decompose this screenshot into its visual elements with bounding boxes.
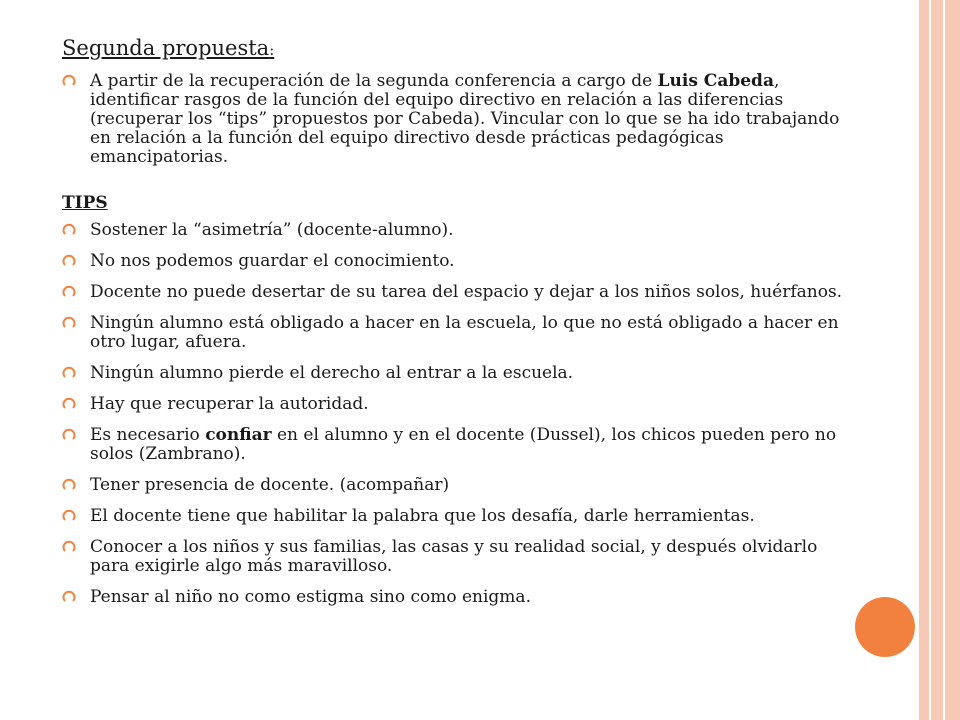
intro-text-1: A partir de la recuperación de la segunda conferencia a cargo de	[90, 71, 658, 91]
tip-text: Pensar al niño no como estigma sino como enigma.	[90, 587, 531, 607]
tip-text: Sostener la “asimetría” (docente-alumno).	[90, 220, 454, 240]
list-item	[62, 221, 852, 240]
orange-circle-icon	[855, 597, 915, 657]
tip-text: Es necesario	[90, 425, 206, 445]
slide-content	[62, 36, 852, 619]
open-circle-bullet-icon	[62, 254, 76, 268]
open-circle-bullet-icon	[62, 540, 76, 554]
open-circle-bullet-icon	[62, 428, 76, 442]
intro-list	[62, 72, 852, 167]
list-item	[62, 364, 852, 383]
tip-text: en el alumno y en el docente (Dussel), los chicos pueden pero no solos (Zambrano).	[90, 425, 837, 464]
tip-text: Docente no puede desertar de su tarea del espacio y dejar a los niños solos, huérfanos.	[90, 282, 843, 302]
list-item	[62, 588, 852, 607]
tips-list	[62, 221, 852, 607]
right-band-stripe	[929, 0, 931, 720]
tip-bold-word: confiar	[205, 425, 272, 445]
open-circle-bullet-icon	[62, 478, 76, 492]
intro-text-2: , identificar rasgos de la función del equipo directivo en relación a las diferencias (recuperar los “tips” propuestos por Cabeda). Vincular con lo que se ha ido trabajando en relación a la función del equipo directivo desde prácticas pedagógicas emancipatorias.	[90, 71, 840, 167]
tips-heading: TIPS	[62, 193, 108, 213]
list-item	[62, 538, 852, 576]
tip-text: No nos podemos guardar el conocimiento.	[90, 251, 455, 271]
right-decorative-band	[919, 0, 960, 720]
slide-title	[62, 36, 852, 60]
open-circle-bullet-icon	[62, 74, 76, 88]
tip-text: Tener presencia de docente. (acompañar)	[90, 475, 450, 495]
list-item	[62, 395, 852, 414]
tip-text: Hay que recuperar la autoridad.	[90, 394, 369, 414]
tip-text: Ningún alumno pierde el derecho al entrar a la escuela.	[90, 363, 574, 383]
intro-item	[62, 72, 852, 167]
list-item	[62, 252, 852, 271]
open-circle-bullet-icon	[62, 366, 76, 380]
tip-text: Conocer a los niños y sus familias, las casas y su realidad social, y después olvidarlo para exigirle algo más maravilloso.	[90, 537, 818, 576]
open-circle-bullet-icon	[62, 316, 76, 330]
slide-title-colon: :	[269, 41, 275, 59]
slide-title-text: Segunda propuesta	[62, 36, 270, 60]
tip-text: El docente tiene que habilitar la palabra que los desafía, darle herramientas.	[90, 506, 755, 526]
open-circle-bullet-icon	[62, 223, 76, 237]
open-circle-bullet-icon	[62, 590, 76, 604]
list-item	[62, 476, 852, 495]
intro-bold-name: Luis Cabeda	[657, 71, 774, 91]
list-item	[62, 283, 852, 302]
right-band-stripe	[943, 0, 945, 720]
open-circle-bullet-icon	[62, 509, 76, 523]
list-item	[62, 426, 852, 464]
list-item	[62, 314, 852, 352]
tip-text: Ningún alumno está obligado a hacer en la escuela, lo que no está obligado a hacer en otro lugar, afuera.	[90, 313, 839, 352]
list-item	[62, 507, 852, 526]
open-circle-bullet-icon	[62, 285, 76, 299]
open-circle-bullet-icon	[62, 397, 76, 411]
